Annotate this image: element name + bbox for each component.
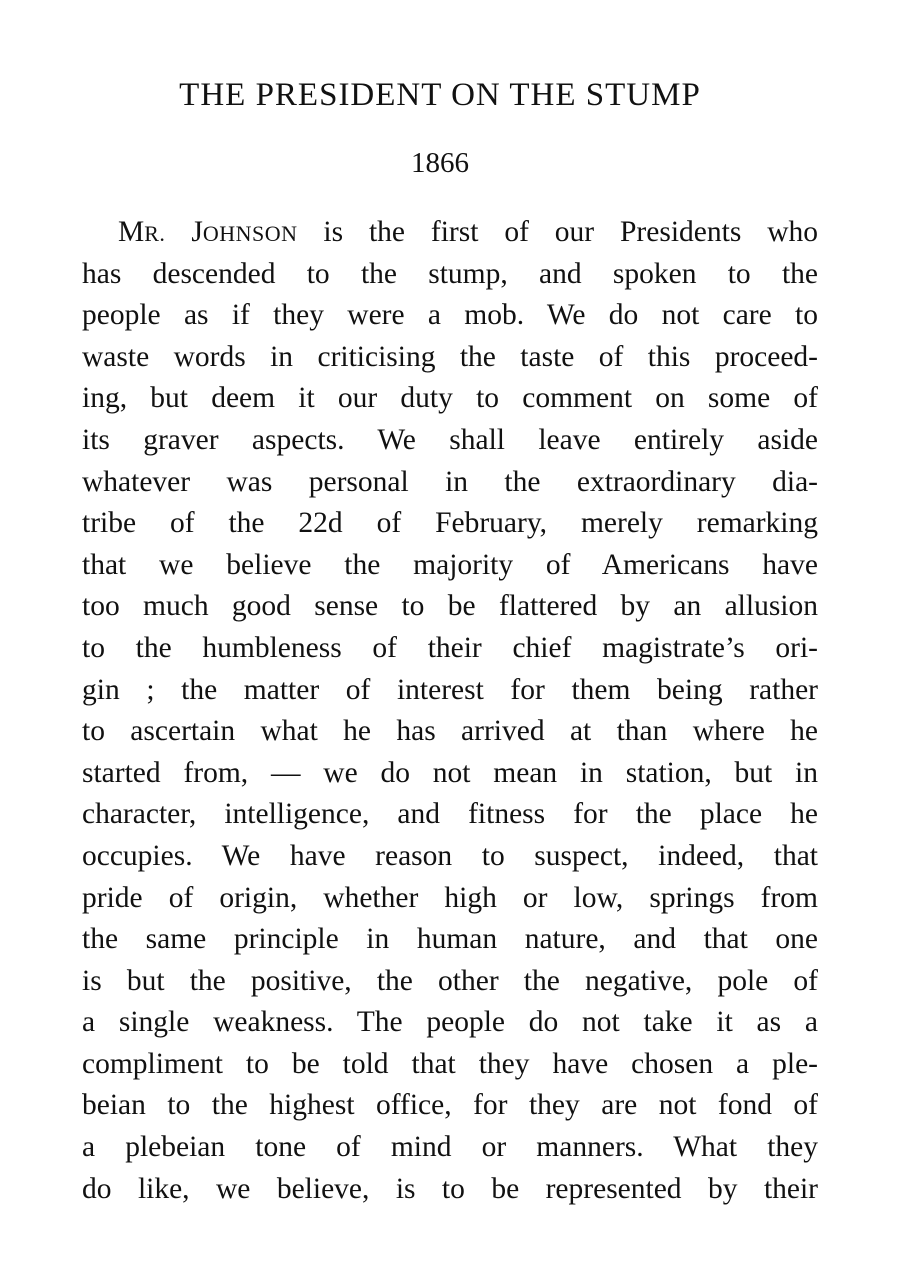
name-initial-j: J (165, 216, 203, 248)
text-line: do like, we believe, is to be represented by their (82, 1172, 818, 1205)
text-line: its graver aspects. We shall leave entirely aside (82, 423, 818, 456)
text-line: a single weakness. The people do not take it as a (82, 1006, 818, 1039)
text-line: compliment to be told that they have chosen a ple- (82, 1047, 818, 1080)
text-line: occupies. We have reason to suspect, indeed, that (82, 839, 818, 872)
text-line: is but the positive, the other the negative, pole of (82, 964, 818, 997)
article-body (82, 212, 818, 1210)
text-line: waste words in criticising the taste of this proceed- (82, 340, 818, 373)
text-line: the same principle in human nature, and that one (82, 923, 818, 956)
text-line: to the humbleness of their chief magistrate’s ori- (82, 631, 818, 664)
text-line: ing, but deem it our duty to comment on some of (82, 382, 818, 415)
text-line: people as if they were a mob. We do not care to (82, 299, 818, 332)
chapter-year: 1866 (411, 147, 469, 179)
text-line: too much good sense to be flattered by an allusion (82, 590, 818, 623)
text-line: has descended to the stump, and spoken to the (82, 257, 818, 290)
text-line: pride of origin, whether high or low, springs from (82, 881, 818, 914)
text-line: character, intelligence, and fitness for the place he (82, 798, 818, 831)
chapter-title: THE PRESIDENT ON THE STUMP (179, 77, 701, 113)
text-line: gin ; the matter of interest for them being rather (82, 673, 818, 706)
text-line: beian to the highest office, for they are not fond of (82, 1089, 818, 1122)
name-smallcaps-r: R. (144, 221, 166, 246)
text-line: whatever was personal in the extraordinary dia- (82, 465, 818, 498)
text-line: that we believe the majority of Americans have (82, 548, 818, 581)
text-line (82, 212, 818, 254)
name-smallcaps-ohnson: OHNSON (202, 221, 298, 246)
text-line: tribe of the 22d of February, merely remarking (82, 507, 818, 540)
name-initial-m: M (118, 216, 145, 248)
opening-line-text: is the first of our Presidents who (297, 216, 818, 248)
text-line: started from, — we do not mean in station, but in (82, 756, 818, 789)
text-line: to ascertain what he has arrived at than where he (82, 715, 818, 748)
text-line: a plebeian tone of mind or manners. What they (82, 1131, 818, 1164)
